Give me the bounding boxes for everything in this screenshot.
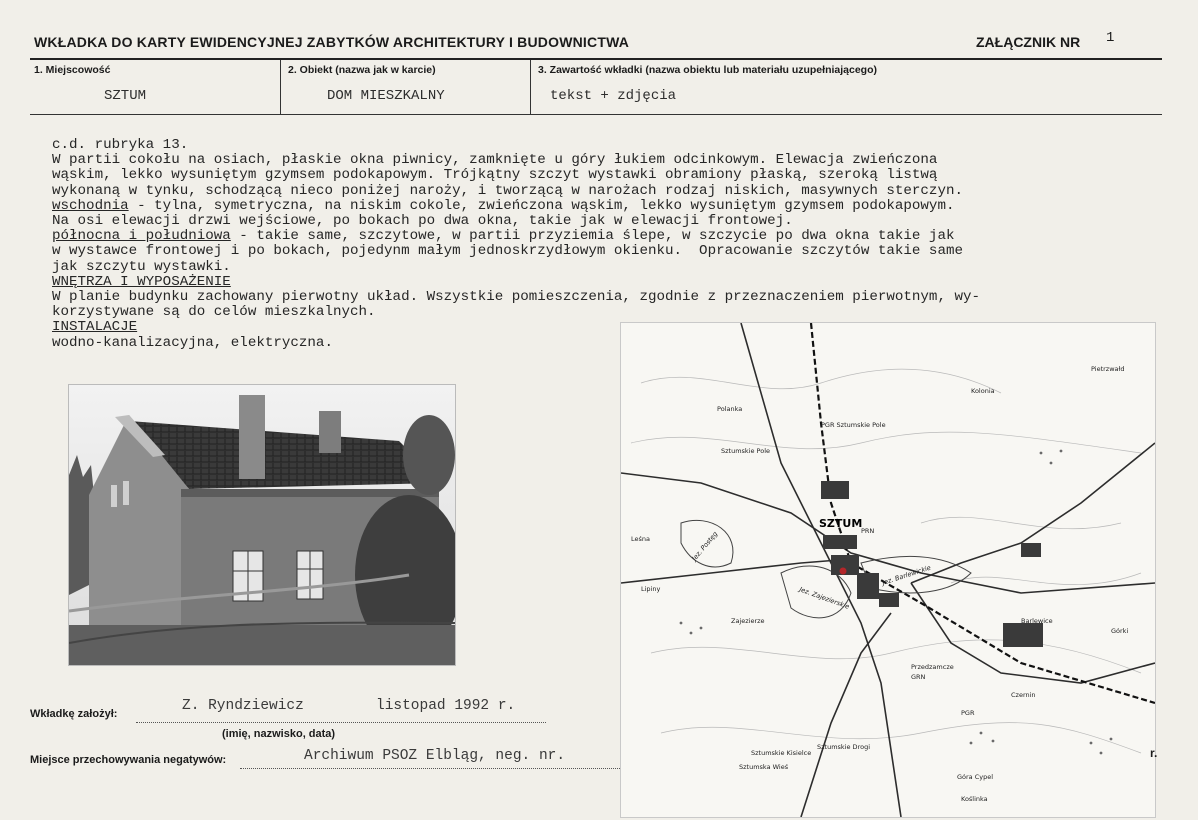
map-label: Polanka xyxy=(717,405,743,413)
text-line: - tylna, symetryczna, na niskim cokole, zwieńczona wąskim, lekko wysuniętym gzymsem podokapowym. xyxy=(128,197,955,214)
fields-rule xyxy=(30,114,1162,115)
field-divider xyxy=(530,60,531,114)
founder-name: Z. Ryndziewicz xyxy=(182,698,304,714)
map-label: Jez. Zajezierskie xyxy=(798,585,851,611)
section-heading-east: wschodnia xyxy=(52,197,129,214)
map-label: Sztumskie Kisielce xyxy=(751,749,812,757)
storage-value: Archiwum PSOZ Elbląg, neg. nr. xyxy=(304,748,566,764)
card-title: WKŁADKA DO KARTY EWIDENCYJNEJ ZABYTKÓW ARCHITEKTURY I BUDOWNICTWA xyxy=(34,34,630,50)
text-line: wodno-kanalizacyjna, elektryczna. xyxy=(52,334,333,351)
house-photograph xyxy=(68,384,456,666)
map-label: GRN xyxy=(911,673,926,681)
map-label: Lipiny xyxy=(641,585,661,593)
map-label: Pietrzwałd xyxy=(1091,365,1125,373)
map-label: PGR xyxy=(961,709,975,717)
section-heading-installations: INSTALACJE xyxy=(52,319,138,336)
map-label: Barlewice xyxy=(1021,617,1053,625)
text-line: c.d. rubryka 13. xyxy=(52,137,189,153)
map-label: Zajezierze xyxy=(731,617,765,625)
map-label: Sztumskie Drogi xyxy=(817,743,871,751)
text-line: Na osi elewacji drzwi wejściowe, po bokach po dwa okna, takie jak w elewacji frontowej. xyxy=(52,213,793,230)
storage-label: Miejsce przechowywania negatywów: xyxy=(30,754,227,766)
map-label: PGR Sztumskie Pole xyxy=(821,421,886,429)
text-line: jak szczytu wystawki. xyxy=(52,258,231,275)
map-label: Leśna xyxy=(631,535,650,543)
founder-date: listopad 1992 r. xyxy=(376,698,516,714)
text-line: - takie same, szczytowe, w partii przyziemia ślepe, w szczycie po dwa okna takie jak xyxy=(230,228,955,245)
description-text xyxy=(52,138,1172,351)
section-heading-interiors: WNĘTRZA I WYPOSAŻENIE xyxy=(52,273,231,290)
text-line: w wystawce frontowej i po bokach, pojedynm małym jednoskrzydłowym okienku. Opracowanie szczytów takie same xyxy=(52,243,963,260)
map-label: Przedzamcze xyxy=(911,663,954,671)
storage-dotline xyxy=(240,768,620,769)
attachment-label: ZAŁĄCZNIK NR xyxy=(976,34,1081,50)
map-town-label: SZTUM xyxy=(819,517,863,530)
field-object-label: 2. Obiekt (nazwa jak w karcie) xyxy=(288,64,436,76)
house-photo-drawing xyxy=(69,385,455,665)
location-marker xyxy=(840,568,847,575)
founder-label: Wkładkę założył: xyxy=(30,708,118,720)
text-line: W partii cokołu na osiach, płaskie okna piwnicy, zamknięte u góry łukiem odcinkowym. Elewacja zwieńczona xyxy=(52,152,938,169)
field-content-label: 3. Zawartość wkładki (nazwa obiektu lub materiału uzupełniającego) xyxy=(538,64,877,76)
map-label: Jez. Postęg xyxy=(690,530,720,563)
stray-mark: r. xyxy=(1150,746,1158,760)
map-label: Sztumska Wieś xyxy=(739,763,789,771)
map-drawing xyxy=(621,323,1158,817)
map-label: Górki xyxy=(1111,627,1129,635)
field-locality-label: 1. Miejscowość xyxy=(34,64,111,76)
text-line: korzystywane są do celów mieszkalnych. xyxy=(52,304,376,321)
map-label: PRN xyxy=(861,527,875,535)
text-line: W planie budynku zachowany pierwotny układ. Wszystkie pomieszczenia, zgodnie z przeznaczeniem pierwotnym, wy- xyxy=(52,289,981,306)
field-locality-value: SZTUM xyxy=(104,88,147,104)
section-heading-north-south: północna i południowa xyxy=(52,228,231,245)
field-divider xyxy=(280,60,281,114)
text-line: wykonaną w tynku, schodzącą nieco poniżej naroży, i tworzącą w narożach rodzaj niskich, masywnych sterczyn. xyxy=(52,182,963,199)
location-map xyxy=(620,322,1156,818)
field-object-value: DOM MIESZKALNY xyxy=(327,88,445,104)
header-rule xyxy=(30,58,1162,60)
map-label: Jez. Barlewickie xyxy=(881,563,932,587)
attachment-number: 1 xyxy=(1106,30,1115,46)
field-content-value: tekst + zdjęcia xyxy=(550,88,677,104)
map-label: Sztumskie Pole xyxy=(721,447,771,455)
founder-dotline xyxy=(136,722,546,723)
map-label: Góra Cypel xyxy=(957,773,994,781)
map-label: Kolonia xyxy=(971,387,995,395)
map-label: Koślinka xyxy=(961,795,988,803)
founder-caption: (imię, nazwisko, data) xyxy=(222,728,336,740)
map-label: Czernin xyxy=(1011,691,1036,699)
text-line: wąskim, lekko wysuniętym gzymsem podokapowym. Trójkątny szczyt wystawki obramiony płaską, szeroką listwą xyxy=(52,167,938,184)
